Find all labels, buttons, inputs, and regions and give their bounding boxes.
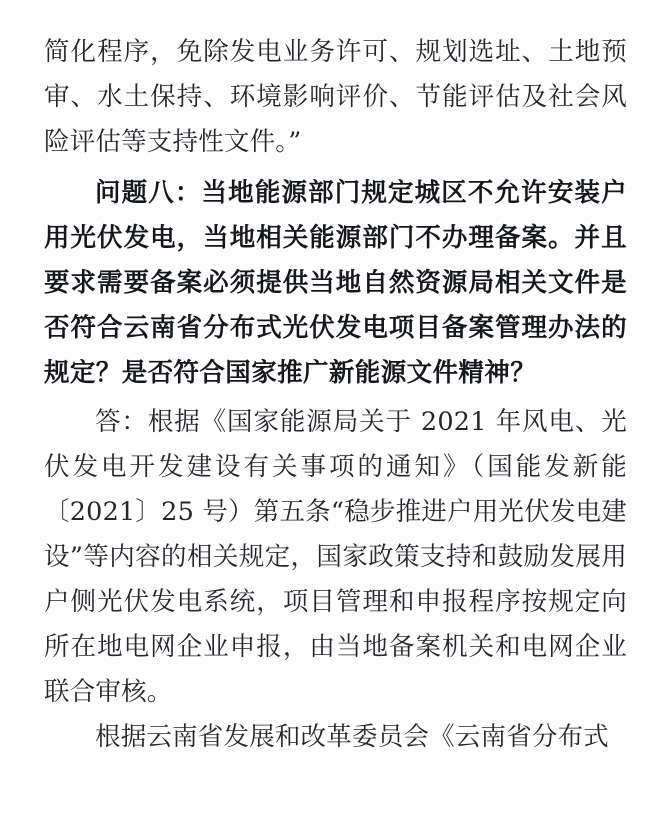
paragraph-continuation-top: 简化程序，免除发电业务许可、规划选址、土地预审、水土保持、环境影响评价、节能评估及社会风险评估等支持性文件。” — [44, 37, 627, 157]
paragraph-answer-two: 根据云南省发展和改革委员会《云南省分布式 — [95, 722, 610, 752]
paragraph-question-eight: 问题八：当地能源部门规定城区不允许安装户用光伏发电，当地相关能源部门不办理备案。并且要求需要备案必须提供当地自然资源局相关文件是否符合云南省分布式光伏发电项目备案管理办法的规定？是否符合国家推广新能源文件精神？ — [44, 178, 627, 388]
paragraph-answer-one: 答：根据《国家能源局关于 2021 年风电、光伏发电开发建设有关事项的通知》（国能发新能〔2021〕25 号）第五条“稳步推进户用光伏发电建设”等内容的相关规定，国家政策支持和鼓励发展用户侧光伏发电系统，项目管理和申报程序按规定向所在地电网企业申报，由当地备案机关和电网企业联合审核。 — [44, 407, 627, 707]
document-body — [44, 30, 627, 760]
